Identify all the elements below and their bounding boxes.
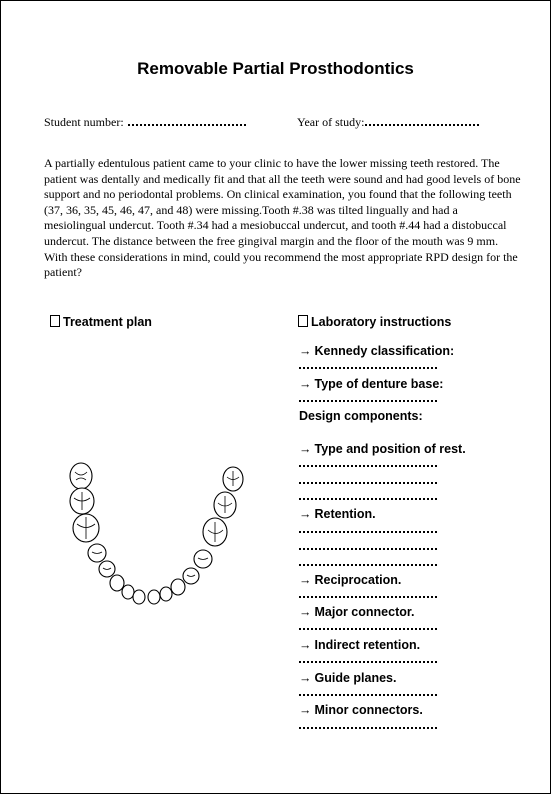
treatment-plan-heading [50,315,152,329]
answer-line[interactable] [299,661,437,663]
tooth-34 [99,561,115,577]
answer-line[interactable] [299,564,437,566]
tooth-44 [183,568,199,584]
student-number-blank[interactable] [128,123,246,126]
year-of-study-label: Year of study: [297,115,365,129]
indirect-retention-label: Indirect retention. [314,638,421,652]
arrow-icon: → [299,638,312,652]
arrow-icon: → [299,703,312,717]
page-title: Removable Partial Prosthodontics [137,59,414,78]
answer-line[interactable] [299,694,437,696]
laboratory-instructions-label: Laboratory instructions [311,315,452,329]
guide-planes-item [299,671,396,685]
answer-line[interactable] [299,367,437,369]
kennedy-label: Kennedy classification: [314,344,455,358]
tooth-45 [194,550,212,568]
reciprocation-label: Reciprocation. [314,573,402,587]
major-connector-label: Major connector. [314,605,415,619]
tooth-43 [171,579,185,595]
year-of-study-blank[interactable] [365,123,479,126]
arrow-icon: → [299,573,312,587]
answer-line[interactable] [299,596,437,598]
lower-dental-arch-diagram [57,456,257,608]
tooth-35 [88,544,106,562]
indirect-retention-item [299,638,420,652]
retention-label: Retention. [314,507,376,521]
treatment-plan-label: Treatment plan [63,315,152,329]
answer-line[interactable] [299,628,437,630]
arrow-icon: → [299,605,312,619]
arrow-icon: → [299,507,312,521]
student-number-field [44,115,246,130]
student-number-label: Student number: [44,115,124,129]
rest-item [299,442,466,456]
checkbox-icon[interactable] [50,315,60,327]
kennedy-classification-item [299,344,454,358]
tooth-41 [148,590,160,604]
answer-line[interactable] [299,727,437,729]
answer-line[interactable] [299,548,437,550]
tooth-33 [110,575,124,591]
answer-line[interactable] [299,482,437,484]
tooth-31 [133,590,145,604]
arrow-icon: → [299,671,312,685]
arrow-icon: → [299,377,312,391]
answer-line[interactable] [299,531,437,533]
major-connector-item [299,605,415,619]
design-components-label: Design components: [299,409,423,423]
answer-line[interactable] [299,400,437,402]
reciprocation-item [299,573,401,587]
year-of-study-field [297,115,479,130]
guide-planes-label: Guide planes. [314,671,397,685]
retention-item [299,507,376,521]
tooth-38 [70,463,92,489]
minor-connectors-item [299,703,423,717]
arrow-icon: → [299,442,312,456]
answer-line[interactable] [299,465,437,467]
checkbox-icon[interactable] [298,315,308,327]
minor-connectors-label: Minor connectors. [314,703,423,717]
tooth-32 [122,585,134,599]
laboratory-instructions-heading [298,315,451,329]
arrow-icon: → [299,344,312,358]
denture-base-item [299,377,443,391]
design-components-heading [299,409,423,423]
case-description: A partially edentulous patient came to your clinic to have the lower missing teeth restored. The patient was dentally and medically fit and that all the teeth were sound and had good levels of bone support and no periodontal problems. On clinical examination, you found that the following teeth (37, 36, 35, 45, 46, 47, and 48) were missing.Tooth #.38 was tilted lingually and had a mesiolingual undercut. Tooth #.34 had a mesiobuccal undercut, and tooth #.44 had a distobuccal undercut. The distance between the free gingival margin and the floor of the mouth was 9 mm. With these considerations in mind, could you recommend the most appropriate RPD design for the patient? [44,156,521,280]
tooth-42 [160,587,172,601]
denture-base-label: Type of denture base: [314,377,444,391]
rest-label: Type and position of rest. [314,442,466,456]
answer-line[interactable] [299,498,437,500]
